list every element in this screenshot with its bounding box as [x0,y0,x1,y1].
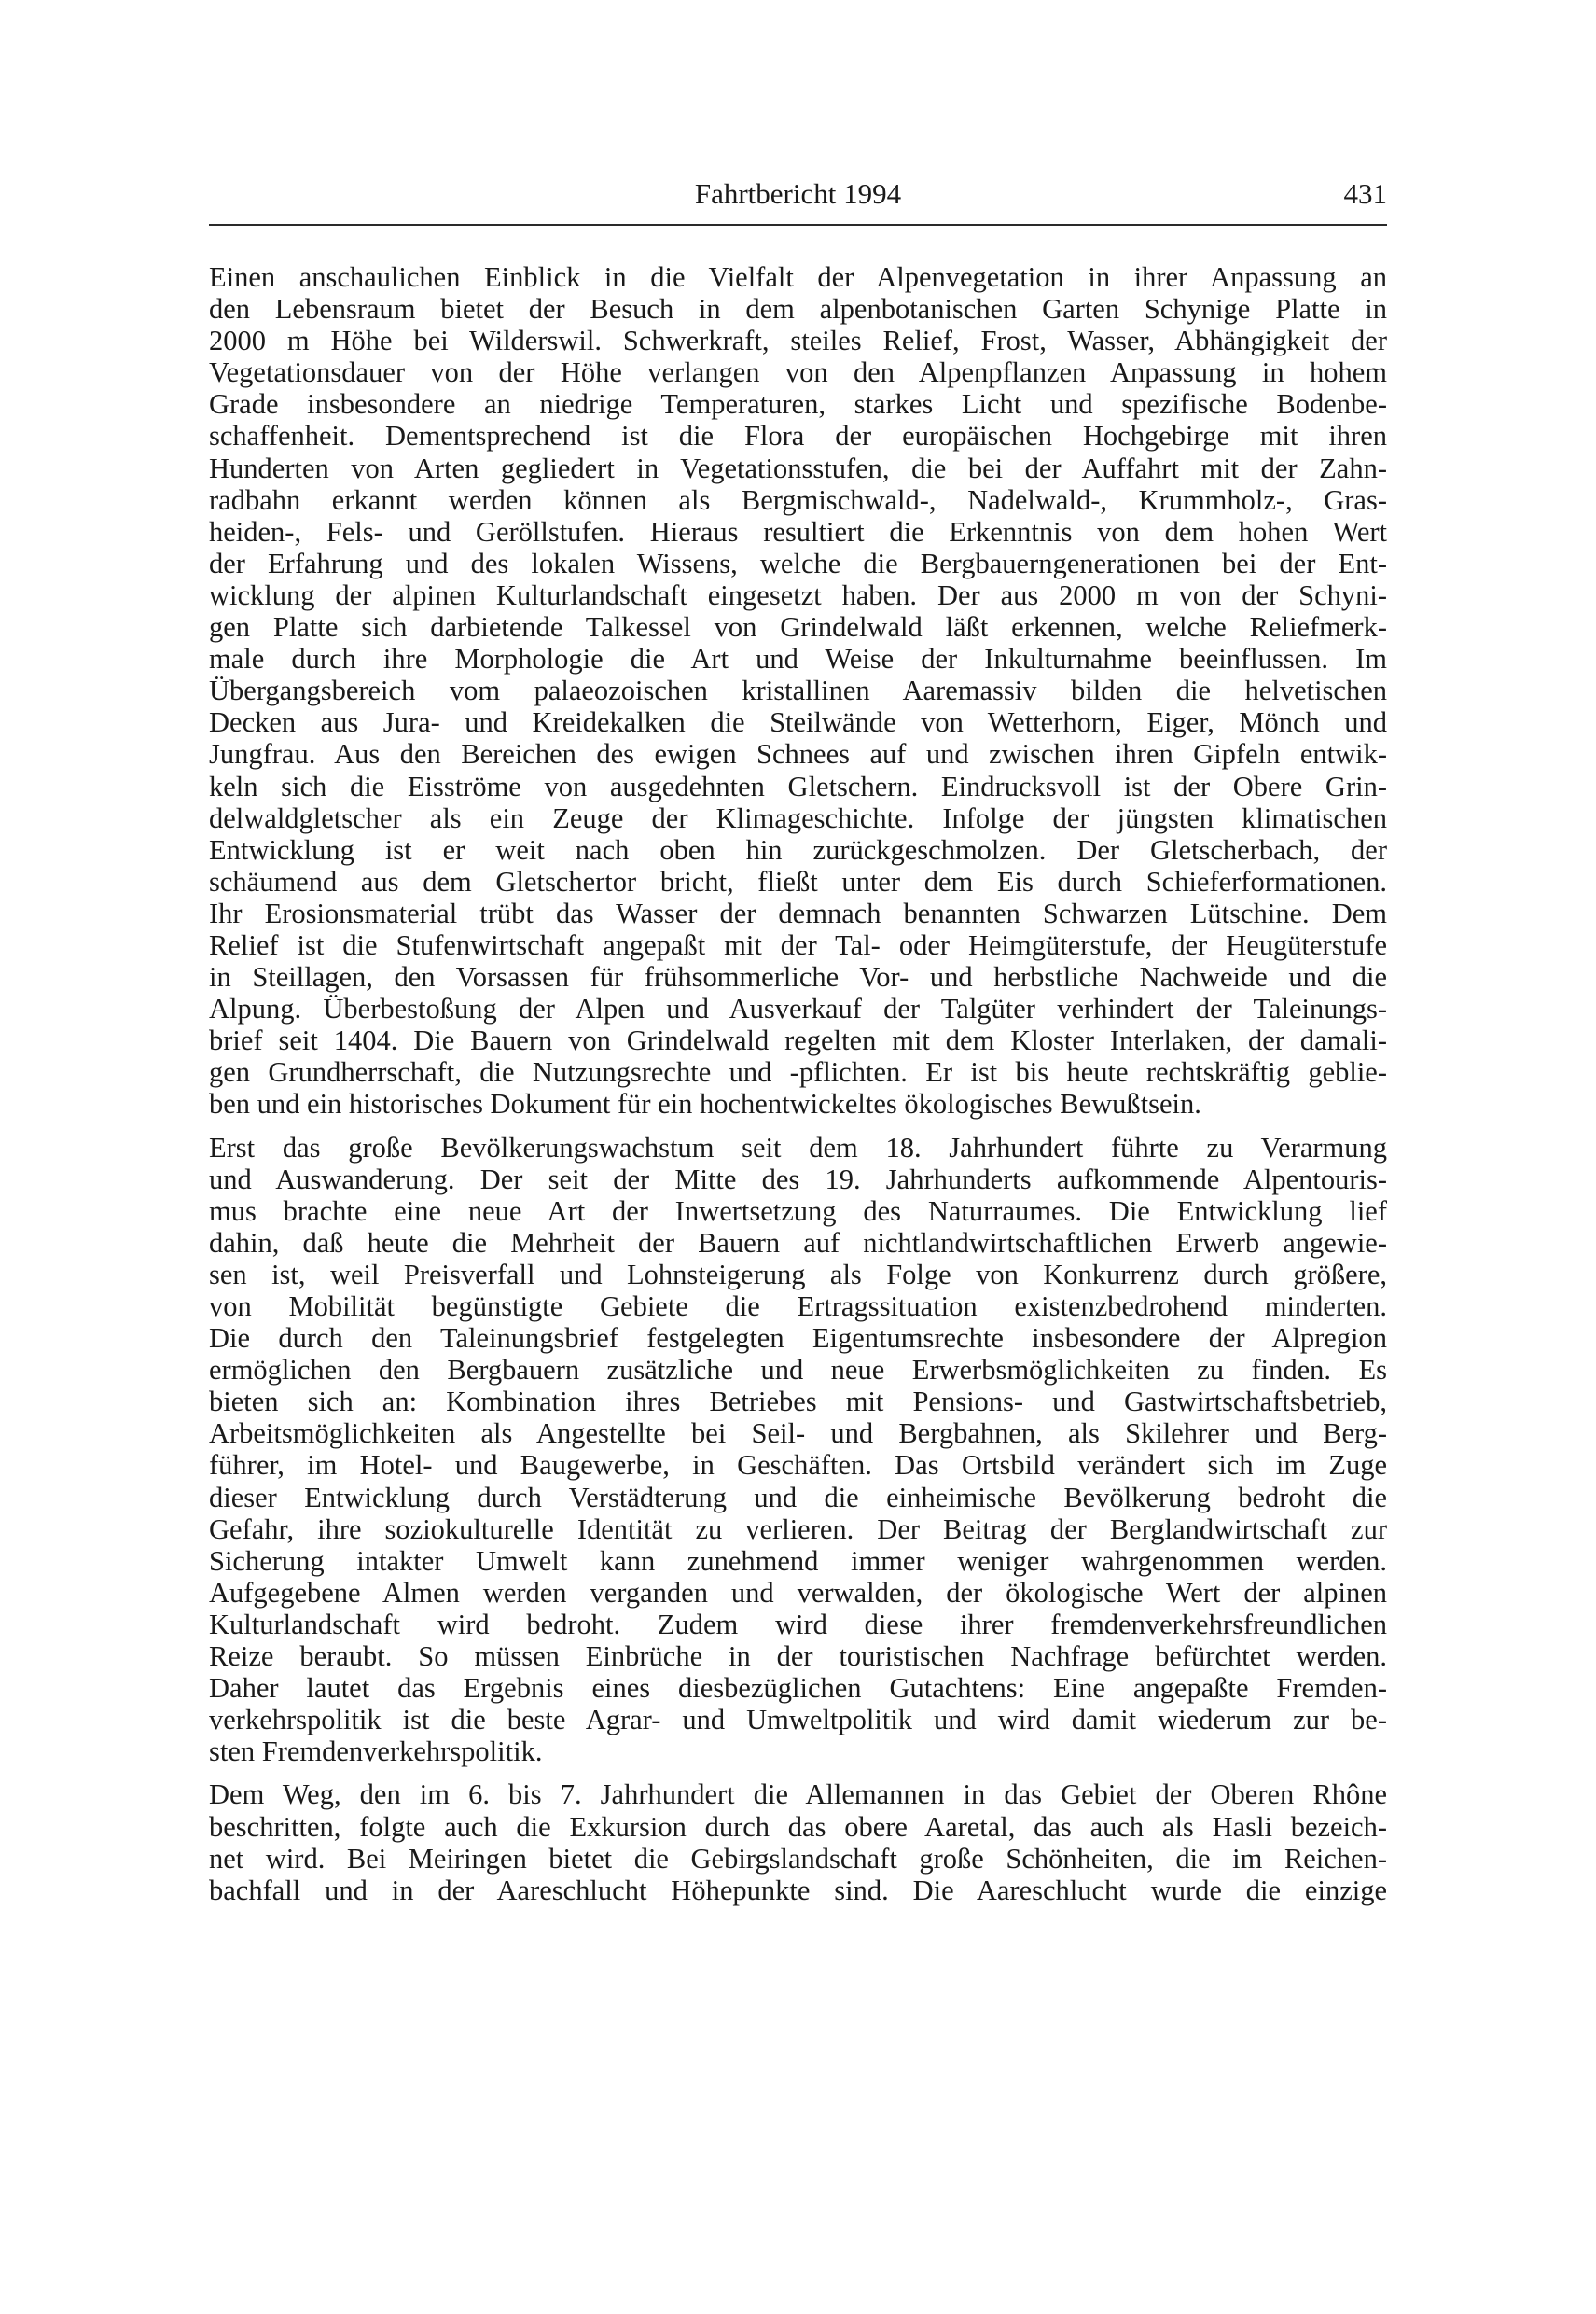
running-header [209,174,1387,215]
text-line: und Auswanderung. Der seit der Mitte des 19. Jahrhunderts aufkommende Alpentouris- [209,1163,1387,1195]
text-line: mus brachte eine neue Art der Inwertsetzung des Naturraumes. Die Entwicklung lief [209,1194,1387,1227]
text-line: Reize beraubt. So müssen Einbrüche in der touristischen Nachfrage befürchtet werden. [209,1640,1387,1673]
text-line: gen Platte sich darbietende Talkessel von Grindelwald läßt erkennen, welche Reliefmerk- [209,611,1387,644]
page-number: 431 [1343,177,1387,210]
text-line: Vegetationsdauer von der Höhe verlangen von den Alpenpflanzen Anpassung in hohem [209,356,1387,389]
paragraph [209,261,1387,1121]
text-line: radbahn erkannt werden können als Bergmischwald-, Nadelwald-, Krummholz-, Gras- [209,483,1387,516]
text-line: verkehrspolitik ist die beste Agrar- und Umweltpolitik und wird damit wiederum zur be- [209,1704,1387,1736]
text-line: delwaldgletscher als ein Zeuge der Klimageschichte. Infolge der jüngsten klimatischen [209,802,1387,834]
paragraph [209,1778,1387,1905]
text-line: Alpung. Überbestoßung der Alpen und Ausverkauf der Talgüter verhindert der Taleinungs- [209,993,1387,1025]
text-line: Decken aus Jura- und Kreidekalken die Steilwände von Wetterhorn, Eiger, Mönch und [209,706,1387,739]
text-line: Arbeitsmöglichkeiten als Angestellte bei Seil- und Bergbahnen, als Skilehrer und Berg- [209,1417,1387,1450]
paragraph [209,1132,1387,1768]
text-line: brief seit 1404. Die Bauern von Grindelwald regelten mit dem Kloster Interlaken, der damali- [209,1025,1387,1057]
text-line: Übergangsbereich vom palaeozoischen kristallinen Aaremassiv bilden die helvetischen [209,675,1387,707]
text-line: Die durch den Taleinungsbrief festgelegten Eigentumsrechte insbesondere der Alpregion [209,1322,1387,1355]
text-line: beschritten, folgte auch die Exkursion durch das obere Aaretal, das auch als Hasli bezeich- [209,1810,1387,1843]
text-line: Ihr Erosionsmaterial trübt das Wasser der demnach benannten Schwarzen Lütschine. Dem [209,897,1387,929]
text-line: ben und ein historisches Dokument für ein hochentwickeltes ökologisches Bewußtsein. [209,1088,1201,1121]
text-line: Jungfrau. Aus den Bereichen des ewigen Schnees auf und zwischen ihren Gipfeln entwik- [209,738,1387,771]
text-line: dahin, daß heute die Mehrheit der Bauern auf nichtlandwirtschaftlichen Erwerb angewie- [209,1226,1387,1259]
text-line: gen Grundherrschaft, die Nutzungsrechte und -pflichten. Er ist bis heute rechtskräftig geblie- [209,1056,1387,1089]
text-line: führer, im Hotel- und Baugewerbe, in Geschäften. Das Ortsbild verändert sich im Zuge [209,1449,1387,1482]
text-line: schaffenheit. Dementsprechend ist die Flora der europäischen Hochgebirge mit ihren [209,420,1387,453]
text-line: dieser Entwicklung durch Verstädterung und die einheimische Bevölkerung bedroht die [209,1481,1387,1513]
body-text [209,261,1387,1906]
text-line: Gefahr, ihre soziokulturelle Identität zu verlieren. Der Beitrag der Berglandwirtschaft zur [209,1512,1387,1545]
text-line: Grade insbesondere an niedrige Temperaturen, starkes Licht und spezifische Bodenbe- [209,388,1387,421]
text-line: Erst das große Bevölkerungswachstum seit dem 18. Jahrhundert führte zu Verarmung [209,1131,1387,1164]
text-line: sten Fremdenverkehrspolitik. [209,1736,543,1768]
text-line: Sicherung intakter Umwelt kann zunehmend immer weniger wahrgenommen werden. [209,1544,1387,1577]
text-line: ermöglichen den Bergbauern zusätzliche und neue Erwerbsmöglichkeiten zu finden. Es [209,1354,1387,1387]
text-line: Aufgegebene Almen werden verganden und verwalden, der ökologische Wert der alpinen [209,1576,1387,1609]
text-line: bieten sich an: Kombination ihres Betriebes mit Pensions- und Gastwirtschaftsbetrieb, [209,1386,1387,1418]
book-page [209,174,1387,1917]
text-line: sen ist, weil Preisverfall und Lohnsteigerung als Folge von Konkurrenz durch größere, [209,1258,1387,1290]
text-line: keln sich die Eisströme von ausgedehnten Gletschern. Eindrucksvoll ist der Obere Grin- [209,770,1387,802]
text-line: male durch ihre Morphologie die Art und Weise der Inkulturnahme beeinflussen. Im [209,643,1387,676]
text-line: net wird. Bei Meiringen bietet die Gebirgslandschaft große Schönheiten, die im Reichen- [209,1842,1387,1875]
text-line: wicklung der alpinen Kulturlandschaft eingesetzt haben. Der aus 2000 m von der Schyni- [209,578,1387,611]
text-line: bachfall und in der Aareschlucht Höhepunkte sind. Die Aareschlucht wurde die einzige [209,1874,1387,1906]
text-line: Relief ist die Stufenwirtschaft angepaßt mit der Tal- oder Heimgüterstufe, der Heugüterstufe [209,928,1387,961]
text-line: Kulturlandschaft wird bedroht. Zudem wird diese ihrer fremdenverkehrsfreundlichen [209,1608,1387,1640]
text-line: Einen anschaulichen Einblick in die Vielfalt der Alpenvegetation in ihrer Anpassung an [209,261,1387,293]
text-line: Dem Weg, den im 6. bis 7. Jahrhundert die Allemannen in das Gebiet der Oberen Rhône [209,1778,1387,1811]
text-line: heiden-, Fels- und Geröllstufen. Hieraus resultiert die Erkenntnis von dem hohen Wert [209,515,1387,548]
text-line: Hunderten von Arten gegliedert in Vegetationsstufen, die bei der Auffahrt mit der Zahn- [209,452,1387,484]
text-line: 2000 m Höhe bei Wilderswil. Schwerkraft, steiles Relief, Frost, Wasser, Abhängigkeit der [209,325,1387,357]
text-line: schäumend aus dem Gletschertor bricht, fließt unter dem Eis durch Schieferformationen. [209,865,1387,898]
text-line: der Erfahrung und des lokalen Wissens, welche die Bergbauerngenerationen bei der Ent- [209,547,1387,579]
text-line: in Steillagen, den Vorsassen für frühsommerliche Vor- und herbstliche Nachweide und die [209,961,1387,994]
text-line: Daher lautet das Ergebnis eines diesbezüglichen Gutachtens: Eine angepaßte Fremden- [209,1672,1387,1705]
running-title: Fahrtbericht 1994 [694,177,902,210]
text-line: von Mobilität begünstigte Gebiete die Ertragssituation existenzbedrohend minderten. [209,1290,1387,1322]
text-line: Entwicklung ist er weit nach oben hin zurückgeschmolzen. Der Gletscherbach, der [209,833,1387,866]
header-rule [209,224,1387,226]
text-line: den Lebensraum bietet der Besuch in dem alpenbotanischen Garten Schynige Platte in [209,293,1387,326]
